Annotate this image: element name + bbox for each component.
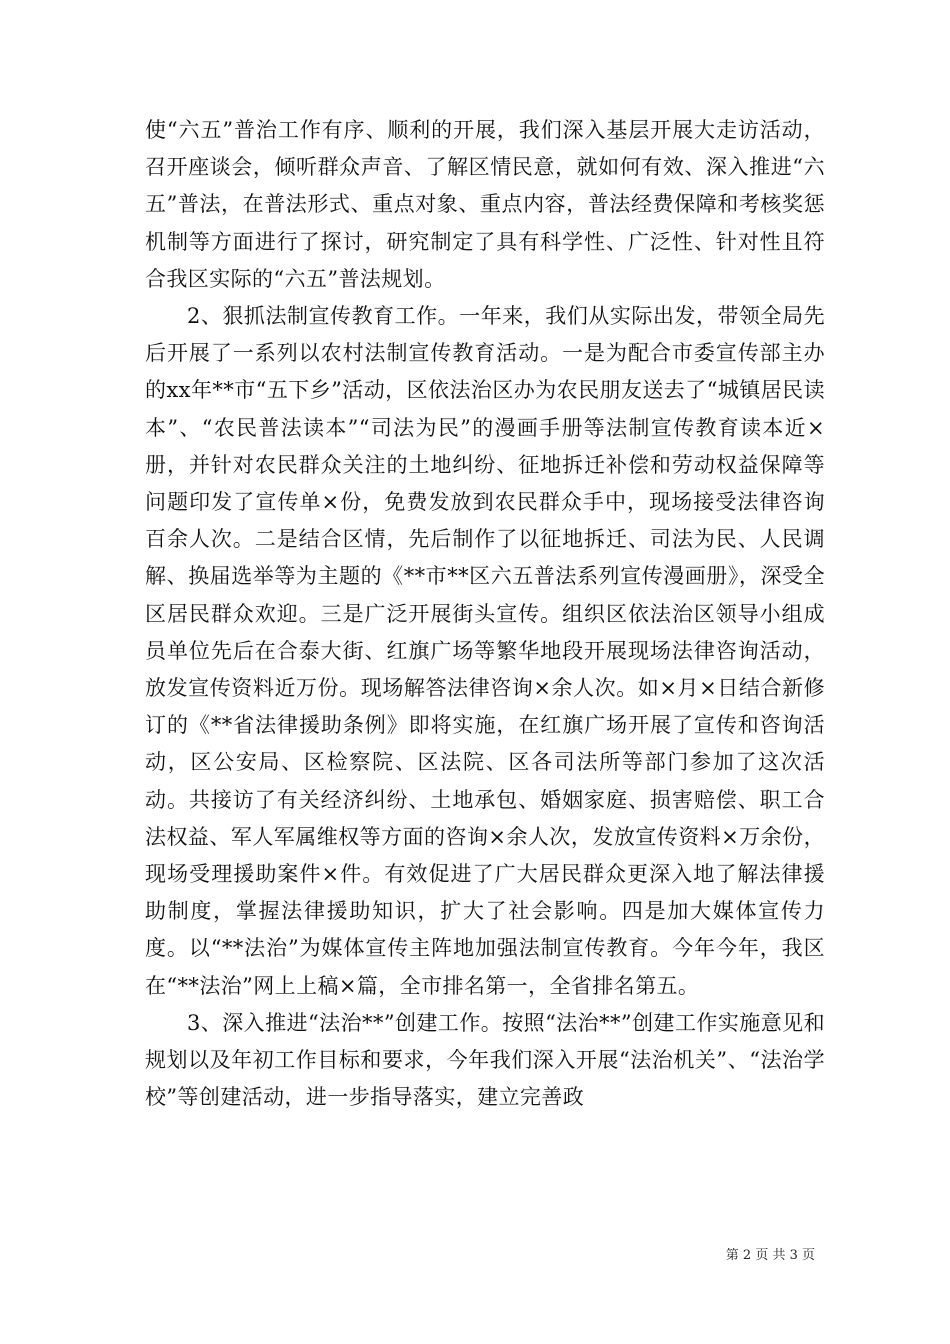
paragraph-2: 2、狠抓法制宣传教育工作。一年来，我们从实际出发，带领全局先后开展了一系列以农村法制宣传教育活动。一是为配合市委宣传部主办的xx年**市“五下乡”活动，区依法治区办为农民朋友送去了“城镇居民读本”、“农民普法读本”“司法为民”的漫画手册等法制宣传教育读本近×册，并针对农民群众关注的土地纠纷、征地拆迁补偿和劳动权益保障等问题印发了宣传单×份，免费发放到农民群众手中，现场接受法律咨询百余人次。二是结合区情，先后制作了以征地拆迁、司法为民、人民调解、换届选举等为主题的《**市**区六五普法系列宣传漫画册》，深受全区居民群众欢迎。三是广泛开展街头宣传。组织区依法治区领导小组成员单位先后在合泰大街、红旗广场等繁华地段开展现场法律咨询活动，放发宣传资料近万份。现场解答法律咨询×余人次。如×月×日结合新修订的《**省法律援助条例》即将实施，在红旗广场开展了宣传和咨询活动，区公安局、区检察院、区法院、区各司法所等部门参加了这次活动。共接访了有关经济纠纷、土地承包、婚姻家庭、损害赔偿、职工合法权益、军人军属维权等方面的咨询×余人次，发放宣传资料×万余份，现场受理援助案件×件。有效促进了广大居民群众更深入地了解法律援助制度，掌握法律援助知识，扩大了社会影响。四是加大媒体宣传力度。以“**法治”为媒体宣传主阵地加强法制宣传教育。今年今年，我区在“**法治”网上上稿×篇，全市排名第一，全省排名第五。 [145, 304, 825, 998]
document-body [145, 112, 825, 1116]
page-number-footer: 第 2 页 共 3 页 [725, 1248, 815, 1263]
paragraph-1: 使“六五”普治工作有序、顺利的开展，我们深入基层开展大走访活动，召开座谈会，倾听群众声音、了解区情民意，就如何有效、深入推进“六五”普法，在普法形式、重点对象、重点内容，普法经费保障和考核奖惩机制等方面进行了探讨，研究制定了具有科学性、广泛性、针对性且符合我区实际的“六五”普法规划。 [145, 118, 825, 291]
paragraph-3: 3、深入推进“法治**”创建工作。按照“法治**”创建工作实施意见和规划以及年初工作目标和要求，今年我们深入开展“法治机关”、“法治学校”等创建活动，进一步指导落实，建立完善政 [145, 1010, 825, 1110]
